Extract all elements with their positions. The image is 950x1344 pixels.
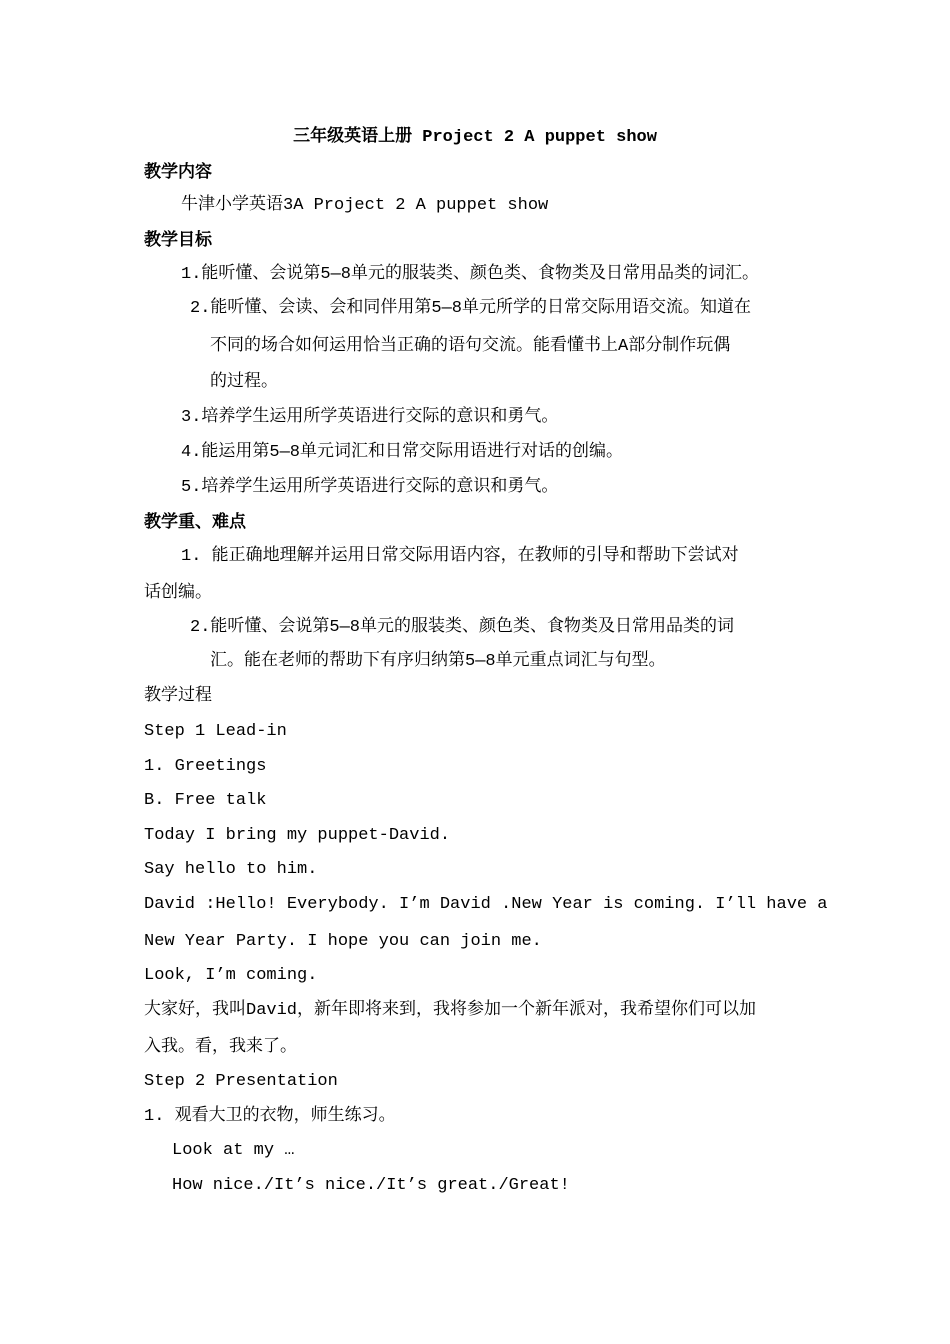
process-line: Look at my … [172, 1141, 295, 1160]
goal-item: 1.能听懂、会说第5—8单元的服装类、颜色类、食物类及日常用品类的词汇。 [181, 265, 760, 284]
process-line: Step 2 Presentation [144, 1072, 338, 1091]
goal-item: 4.能运用第5—8单元词汇和日常交际用语进行对话的创编。 [181, 443, 624, 462]
key-point-item: 2.能听懂、会说第5—8单元的服装类、颜色类、食物类及日常用品类的词 [190, 618, 735, 637]
process-line: 1. 观看大卫的衣物，师生练习。 [144, 1107, 396, 1126]
goal-item: 2.能听懂、会读、会和同伴用第5—8单元所学的日常交际用语交流。知道在 [190, 299, 752, 318]
key-point-item: 1. 能正确地理解并运用日常交际用语内容，在教师的引导和帮助下尝试对 [181, 547, 739, 566]
key-point-continued: 话创编。 [144, 584, 212, 603]
process-line: 入我。看，我来了。 [144, 1038, 297, 1057]
goal-item: 5.培养学生运用所学英语进行交际的意识和勇气。 [181, 478, 559, 497]
content-heading: 教学内容 [144, 162, 212, 182]
process-heading: 教学过程 [144, 687, 212, 706]
goals-heading: 教学目标 [144, 230, 212, 250]
process-line: 1. Greetings [144, 757, 267, 776]
content-text: 牛津小学英语3A Project 2 A puppet show [181, 196, 549, 215]
process-line: How nice./It’s nice./It’s great./Great! [172, 1176, 570, 1195]
goal-item-continued: 不同的场合如何运用恰当正确的语句交流。能看懂书上A部分制作玩偶 [210, 337, 731, 356]
process-line: 大家好，我叫David，新年即将来到，我将参加一个新年派对，我希望你们可以加 [144, 1001, 757, 1020]
process-line: Today I bring my puppet-David. [144, 826, 451, 845]
process-line: New Year Party. I hope you can join me. [144, 932, 542, 951]
goal-item-continued: 的过程。 [210, 373, 278, 392]
document-title: 三年级英语上册 Project 2 A puppet show [293, 128, 657, 147]
goal-item: 3.培养学生运用所学英语进行交际的意识和勇气。 [181, 408, 559, 427]
process-line: B. Free talk [144, 791, 267, 810]
key-points-heading: 教学重、难点 [144, 512, 246, 532]
process-line: Look, I’m coming. [144, 966, 318, 985]
key-point-continued: 汇。能在老师的帮助下有序归纳第5—8单元重点词汇与句型。 [210, 652, 666, 671]
process-line: Step 1 Lead-in [144, 722, 287, 741]
process-line: Say hello to him. [144, 860, 318, 879]
process-line: David :Hello! Everybody. I’m David .New Year is coming. I’ll have a [144, 895, 828, 914]
